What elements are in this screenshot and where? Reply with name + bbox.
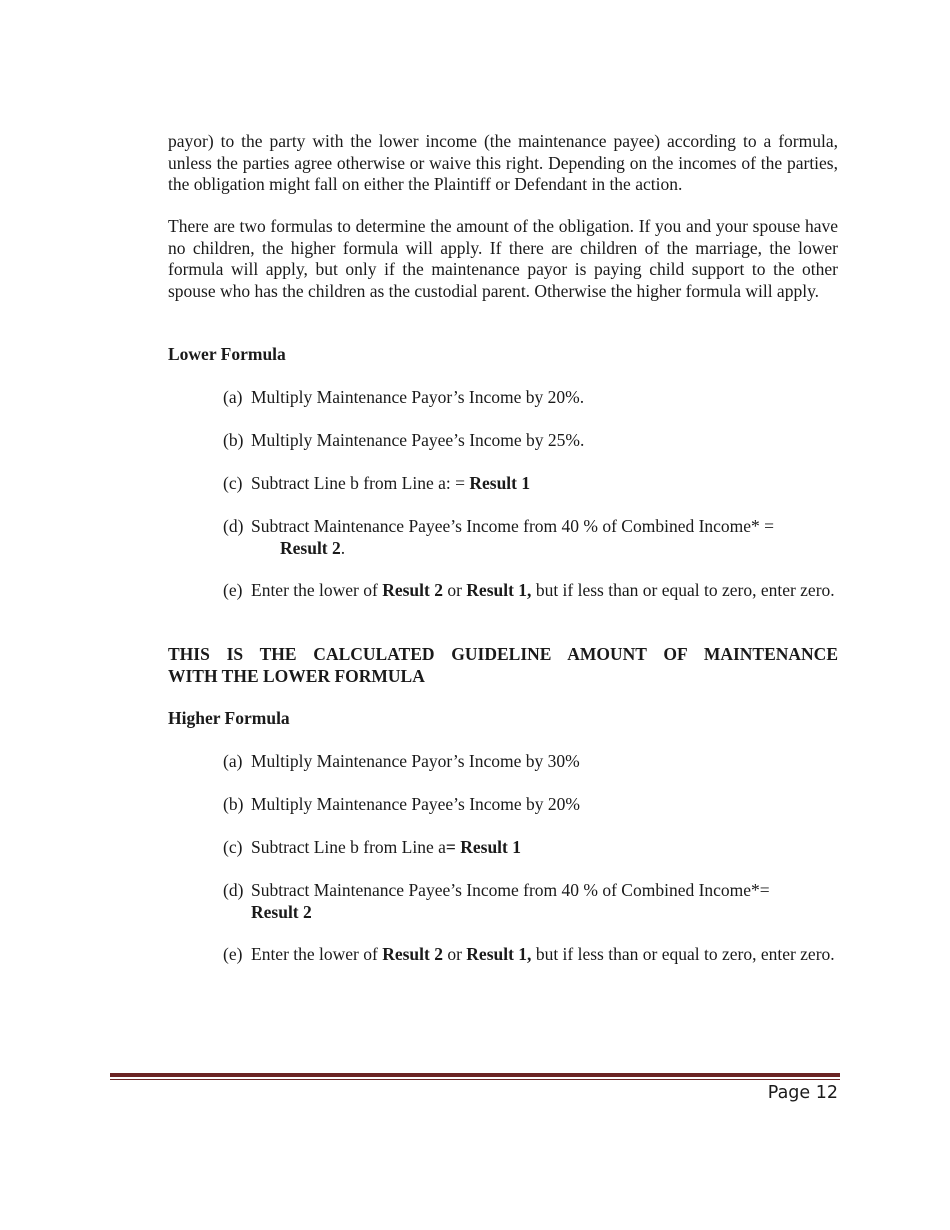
step-text: Subtract Line b from Line a: = <box>251 473 470 493</box>
lower-step-d <box>223 516 838 559</box>
result-1-term: Result 1, <box>466 944 532 964</box>
step-text: Multiply Maintenance Payee’s Income by 25%. <box>251 430 585 450</box>
step-tail: . <box>340 537 346 558</box>
page-number: Page 12 <box>767 1083 838 1103</box>
step-text: Multiply Maintenance Payor’s Income by 30% <box>251 751 580 771</box>
footer-rule-thin <box>110 1079 840 1080</box>
result-1-term: Result 1, <box>466 580 532 600</box>
step-text-wrapper <box>251 580 838 602</box>
step-text-mid: or <box>442 944 467 964</box>
lower-step-e <box>223 580 838 602</box>
step-label: (c) <box>223 837 243 857</box>
result-2-term: Result 2 <box>382 580 443 600</box>
step-label: (d) <box>223 880 244 900</box>
higher-step-d <box>223 880 838 923</box>
step-label: (e) <box>223 580 243 600</box>
conclusion-line-2: WITH THE LOWER FORMULA <box>168 665 425 686</box>
result-1-term: Result 1 <box>469 473 531 493</box>
higher-formula-heading: Higher Formula <box>168 708 290 728</box>
step-text: Subtract Maintenance Payee’s Income from 40 % of Combined Income*= <box>251 880 770 900</box>
step-label: (e) <box>223 944 243 964</box>
result-2-term: Result 2 <box>382 944 443 964</box>
higher-step-c <box>223 837 838 859</box>
step-text: Subtract Maintenance Payee’s Income from 40 % of Combined Income* = <box>251 516 775 536</box>
step-label: (c) <box>223 473 243 493</box>
step-text-mid: or <box>442 580 467 600</box>
step-text-wrapper <box>251 944 838 966</box>
step-label: (b) <box>223 794 244 814</box>
step-text-continuation <box>280 538 838 560</box>
step-label: (d) <box>223 516 244 536</box>
result-1-term: = Result 1 <box>445 837 521 857</box>
step-text: Multiply Maintenance Payor’s Income by 20%. <box>251 387 585 407</box>
lower-formula-conclusion <box>168 644 838 687</box>
step-text-wrapper <box>251 837 838 859</box>
higher-step-a <box>223 751 838 773</box>
step-label: (a) <box>223 751 243 771</box>
result-2-term: Result 2 <box>280 537 341 558</box>
step-text-pre: Enter the lower of <box>251 944 383 964</box>
higher-step-b <box>223 794 838 816</box>
intro-paragraph-2: There are two formulas to determine the amount of the obligation. If you and your spouse have no children, the higher formula will apply. If there are children of the marriage, the lower formula will apply, but only if the maintenance payor is paying child support to the other spouse who has the children as the custodial parent. Otherwise the higher formula will apply. <box>168 216 838 301</box>
footer-rule-thick <box>110 1073 840 1077</box>
step-text-post: but if less than or equal to zero, enter zero. <box>531 944 835 964</box>
step-text-pre: Enter the lower of <box>251 580 383 600</box>
lower-step-c <box>223 473 838 495</box>
step-label: (b) <box>223 430 244 450</box>
step-text: Multiply Maintenance Payee’s Income by 20% <box>251 794 581 814</box>
lower-step-a <box>223 387 838 409</box>
higher-step-e <box>223 944 838 966</box>
step-label: (a) <box>223 387 243 407</box>
lower-step-b <box>223 430 838 452</box>
result-2-term: Result 2 <box>251 901 312 922</box>
step-text: Subtract Line b from Line a <box>251 837 446 857</box>
lower-formula-heading: Lower Formula <box>168 344 286 364</box>
step-text-post: but if less than or equal to zero, enter zero. <box>531 580 835 600</box>
step-text-wrapper <box>251 473 838 495</box>
conclusion-line-1: THIS IS THE CALCULATED GUIDELINE AMOUNT OF MAINTENANCE <box>168 644 838 664</box>
intro-paragraph-1: payor) to the party with the lower income (the maintenance payee) according to a formula, unless the parties agree otherwise or waive this right. Depending on the incomes of the parties, the obligation might fall on either the Plaintiff or Defendant in the action. <box>168 131 838 194</box>
